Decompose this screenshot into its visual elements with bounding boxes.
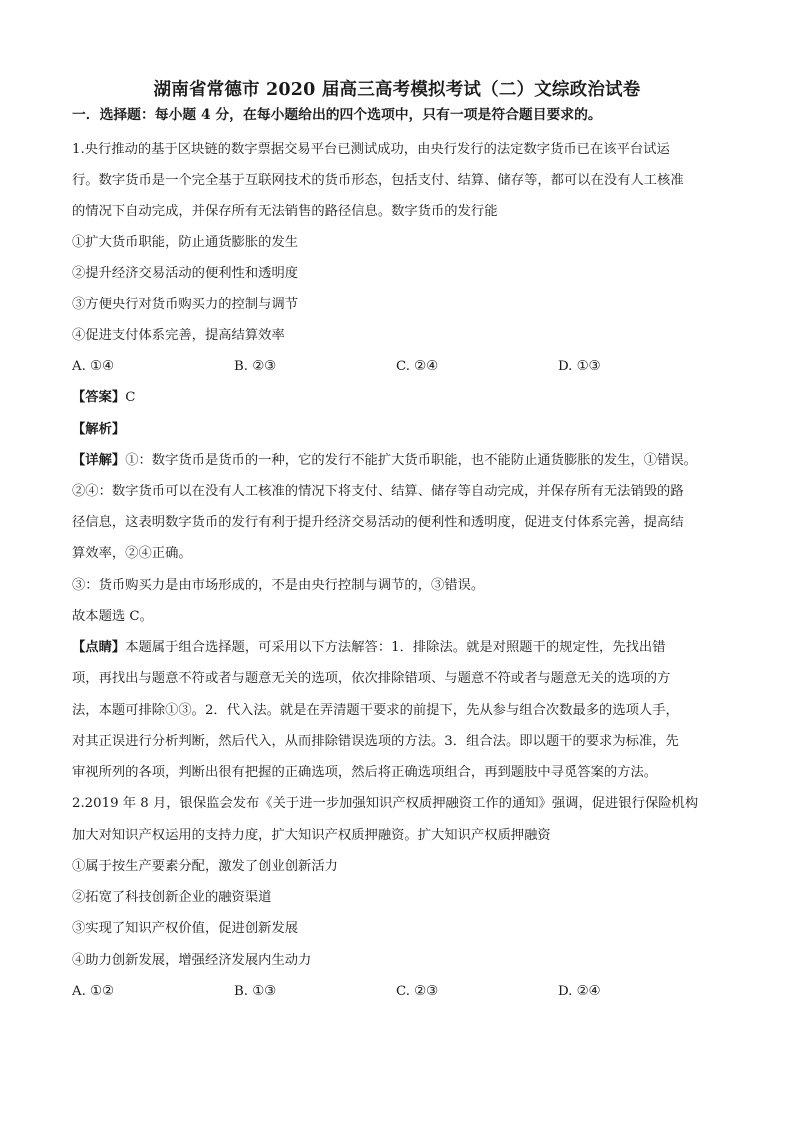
tip-tag: 【点睛】 xyxy=(72,640,126,655)
q2-option-a: A. ①② xyxy=(72,984,114,999)
section-heading: 一．选择题：每小题 4 分，在每小题给出的四个选项中，只有一项是符合题目要求的。 xyxy=(72,107,602,123)
q1-stem-line: 行。数字货币是一个完全基于互联网技术的货币形态，包括支付、结算、储存等，都可以在没有人工核准 xyxy=(72,173,684,188)
q2-option-d: D. ②④ xyxy=(558,984,601,999)
q2-option-c: C. ②③ xyxy=(396,984,438,999)
page-title: 湖南省常德市 2020 届高三高考模拟考试（二）文综政治试卷 xyxy=(153,80,641,100)
q1-tip-line: 项，再找出与题意不符或者与题意无关的选项，依次排除错项、与题意不符或者与题意无关的选项的方 xyxy=(72,671,671,686)
detail-tag: 【详解】 xyxy=(72,453,126,468)
q2-item: ④助力创新发展，增强经济发展内生动力 xyxy=(72,953,312,968)
q1-option-d: D. ①③ xyxy=(558,359,601,374)
q2-item: ①属于按生产要素分配，激发了创业创新活力 xyxy=(72,859,338,874)
q1-detail-line: 算效率，②④正确。 xyxy=(72,546,192,561)
q1-answer xyxy=(72,389,135,407)
q1-detail-line: ②④：数字货币可以在没有人工核准的情况下将支付、结算、储存等自动完成，并保存所有无法销毁的路 xyxy=(72,484,684,499)
q1-item: ①扩大货币职能，防止通货膨胀的发生 xyxy=(72,235,299,250)
q1-option-a: A. ①④ xyxy=(72,359,114,374)
q1-detail-line: ③：货币购买力是由市场形成的，不是由央行控制与调节的，③错误。 xyxy=(72,578,485,593)
q2-item: ②拓宽了科技创新企业的融资渠道 xyxy=(72,890,272,905)
q1-tip-line: 审视所列的各项，判断出很有把握的正确选项，然后将正确选项组合，再到题肢中寻觅答案的方法。 xyxy=(72,765,658,780)
q1-detail-line xyxy=(72,452,697,470)
q1-option-b: B. ②③ xyxy=(234,359,277,374)
answer-value: C xyxy=(125,390,136,405)
q2-stem-line: 加大对知识产权运用的支持力度，扩大知识产权质押融资。扩大知识产权质押融资 xyxy=(72,828,551,843)
tip-text: 本题属于组合选择题，可采用以下方法解答：1．排除法。就是对照题干的规定性，先找出错 xyxy=(125,640,666,655)
q1-stem-line: 的情况下自动完成，并保存所有无法销售的路径信息。数字货币的发行能 xyxy=(72,204,498,219)
q1-tip-line xyxy=(72,639,666,657)
q1-detail-line: 故本题选 C。 xyxy=(72,609,153,624)
q2-item: ③实现了知识产权价值，促进创新发展 xyxy=(72,921,299,936)
q1-stem-line: 1.央行推动的基于区块链的数字票据交易平台已测试成功，由央行发行的法定数字货币已在该平台试运 xyxy=(72,142,670,157)
q1-detail-line: 径信息，这表明数字货币的发行有利于提升经济交易活动的便利性和透明度，促进支付体系完善，提高结 xyxy=(72,515,684,530)
q1-tip-line: 法，本题可排除①③。2．代入法。就是在弄清题干要求的前提下，先从参与组合次数最多的选项人手， xyxy=(72,703,679,718)
q2-option-b: B. ①③ xyxy=(234,984,277,999)
q2-stem-line: 2.2019 年 8 月，银保监会发布《关于进一步加强知识产权质押融资工作的通知》强调，促进银行保险机构 xyxy=(72,796,699,811)
q1-analysis-tag xyxy=(72,421,125,439)
q1-item: ③方便央行对货币购买力的控制与调节 xyxy=(72,297,299,312)
analysis-tag: 【解析】 xyxy=(72,422,126,437)
q1-tip-line: 对其正误进行分析判断，然后代入，从而排除错误选项的方法。3．组合法。即以题干的要求为标准，先 xyxy=(72,734,679,749)
detail-text: ①：数字货币是货币的一种，它的发行不能扩大货币职能，也不能防止通货膨胀的发生，①错误。 xyxy=(125,453,697,468)
q1-option-c: C. ②④ xyxy=(396,359,438,374)
q1-item: ④促进支付体系完善，提高结算效率 xyxy=(72,328,285,343)
q1-item: ②提升经济交易活动的便利性和透明度 xyxy=(72,266,299,281)
answer-tag: 【答案】 xyxy=(72,390,126,405)
